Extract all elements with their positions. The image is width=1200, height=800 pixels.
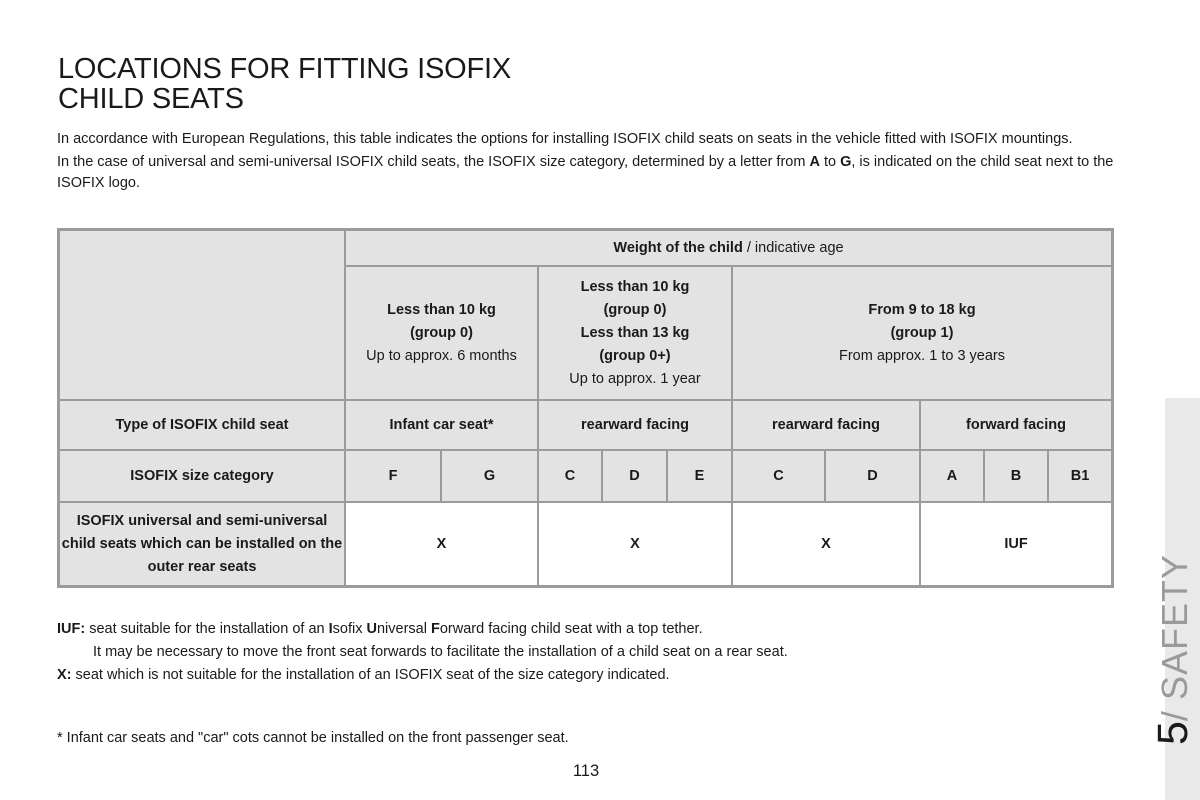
group-1-age: Up to approx. 1 year [569, 370, 701, 387]
intro-text [57, 129, 1117, 196]
legend-iuf-text: niversal [376, 621, 431, 637]
row-label-outer-rear-seats: ISOFIX universal and semi-universal child seats which can be installed on the outer rear seats [59, 502, 345, 586]
intro-p2-letter-a: A [809, 154, 820, 170]
legend-x-text: seat which is not suitable for the installation of an ISOFIX seat of the size category indicated. [71, 667, 670, 683]
group-cell-0 [345, 266, 538, 400]
size-category-cell: B [984, 450, 1048, 502]
size-category-cell: C [732, 450, 825, 502]
page-number: 113 [572, 762, 600, 780]
size-category-cell: C [538, 450, 602, 502]
seat-type-cell: forward facing [920, 400, 1112, 450]
legend-x-key: X: [57, 667, 72, 683]
legend-iuf-letter-i: I [328, 621, 333, 637]
page-title-line-2: CHILD SEATS [58, 83, 244, 115]
intro-p2-letter-g: G [840, 154, 852, 170]
legend-note: It may be necessary to move the front seat forwards to facilitate the installation of a child seat on a rear seat. [93, 644, 788, 660]
group-1-line-2: (group 0) [603, 301, 667, 318]
legend-iuf-text: seat suitable for the installation of an [85, 621, 329, 637]
legend-iuf-key: IUF: [57, 621, 86, 637]
intro-paragraph-1: In accordance with European Regulations, this table indicates the options for installing ISOFIX child seats on seats in the vehicle fitted with ISOFIX mountings. [57, 131, 1073, 147]
size-category-cell: D [825, 450, 920, 502]
group-1-line-1: Less than 10 kg [580, 278, 690, 295]
section-number: 5 [1149, 721, 1197, 745]
legend-iuf-letter-u: U [366, 621, 377, 637]
group-1-line-3: Less than 13 kg [580, 324, 690, 341]
group-0-line-2: (group 0) [410, 324, 473, 341]
group-cell-0plus [538, 266, 732, 400]
section-label [1149, 554, 1197, 745]
page-title-line-1: LOCATIONS FOR FITTING ISOFIX [58, 53, 512, 85]
group-0-age: Up to approx. 6 months [366, 347, 517, 364]
weight-header [345, 230, 1112, 266]
intro-p2-text-to: to [819, 154, 841, 170]
legend-iuf-letter-f: F [430, 621, 440, 637]
seat-type-cell: rearward facing [538, 400, 732, 450]
table-corner-cell [59, 230, 345, 400]
group-2-line-2: (group 1) [890, 324, 954, 341]
page-title [58, 54, 511, 114]
legend-iuf-text: orward facing child seat with a top tether. [439, 621, 703, 637]
size-category-cell: D [602, 450, 667, 502]
seat-type-cell: Infant car seat* [345, 400, 538, 450]
weight-header-bold: Weight of the child [613, 239, 743, 256]
group-1-line-4: (group 0+) [599, 347, 671, 364]
group-2-age: From approx. 1 to 3 years [838, 347, 1005, 364]
group-2-line-1: From 9 to 18 kg [868, 301, 976, 318]
footnote: * Infant car seats and "car" cots cannot be installed on the front passenger seat. [57, 730, 569, 746]
outer-seat-cell: X [538, 502, 732, 586]
legend-iuf [57, 618, 1117, 641]
outer-seat-cell: X [732, 502, 920, 586]
seat-type-cell: rearward facing [732, 400, 920, 450]
row-label-size-category: ISOFIX size category [59, 450, 345, 502]
size-category-cell: A [920, 450, 984, 502]
outer-seat-cell: IUF [920, 502, 1112, 586]
intro-paragraph-2 [57, 152, 1117, 194]
weight-header-rest: / indicative age [742, 239, 844, 256]
intro-p2-text-a: In the case of universal and semi-universal ISOFIX child seats, the ISOFIX size category, determined by a letter from [57, 154, 810, 170]
isofix-table [57, 228, 1114, 588]
group-0-line-1: Less than 10 kg [387, 301, 496, 318]
size-category-cell: B1 [1048, 450, 1112, 502]
size-category-cell: E [667, 450, 732, 502]
section-slash: / [1154, 710, 1195, 722]
size-category-cell: G [441, 450, 538, 502]
outer-seat-cell: X [345, 502, 538, 586]
legend-x [57, 664, 1117, 687]
section-name: SAFETY [1154, 554, 1195, 701]
legend-iuf-text: sofix [332, 621, 367, 637]
row-label-seat-type: Type of ISOFIX child seat [59, 400, 345, 450]
group-cell-1 [732, 266, 1112, 400]
legend [57, 618, 1117, 687]
size-category-cell: F [345, 450, 441, 502]
intro-p2-text-e: , is indicated on the child seat next to the ISOFIX logo. [57, 154, 1114, 191]
